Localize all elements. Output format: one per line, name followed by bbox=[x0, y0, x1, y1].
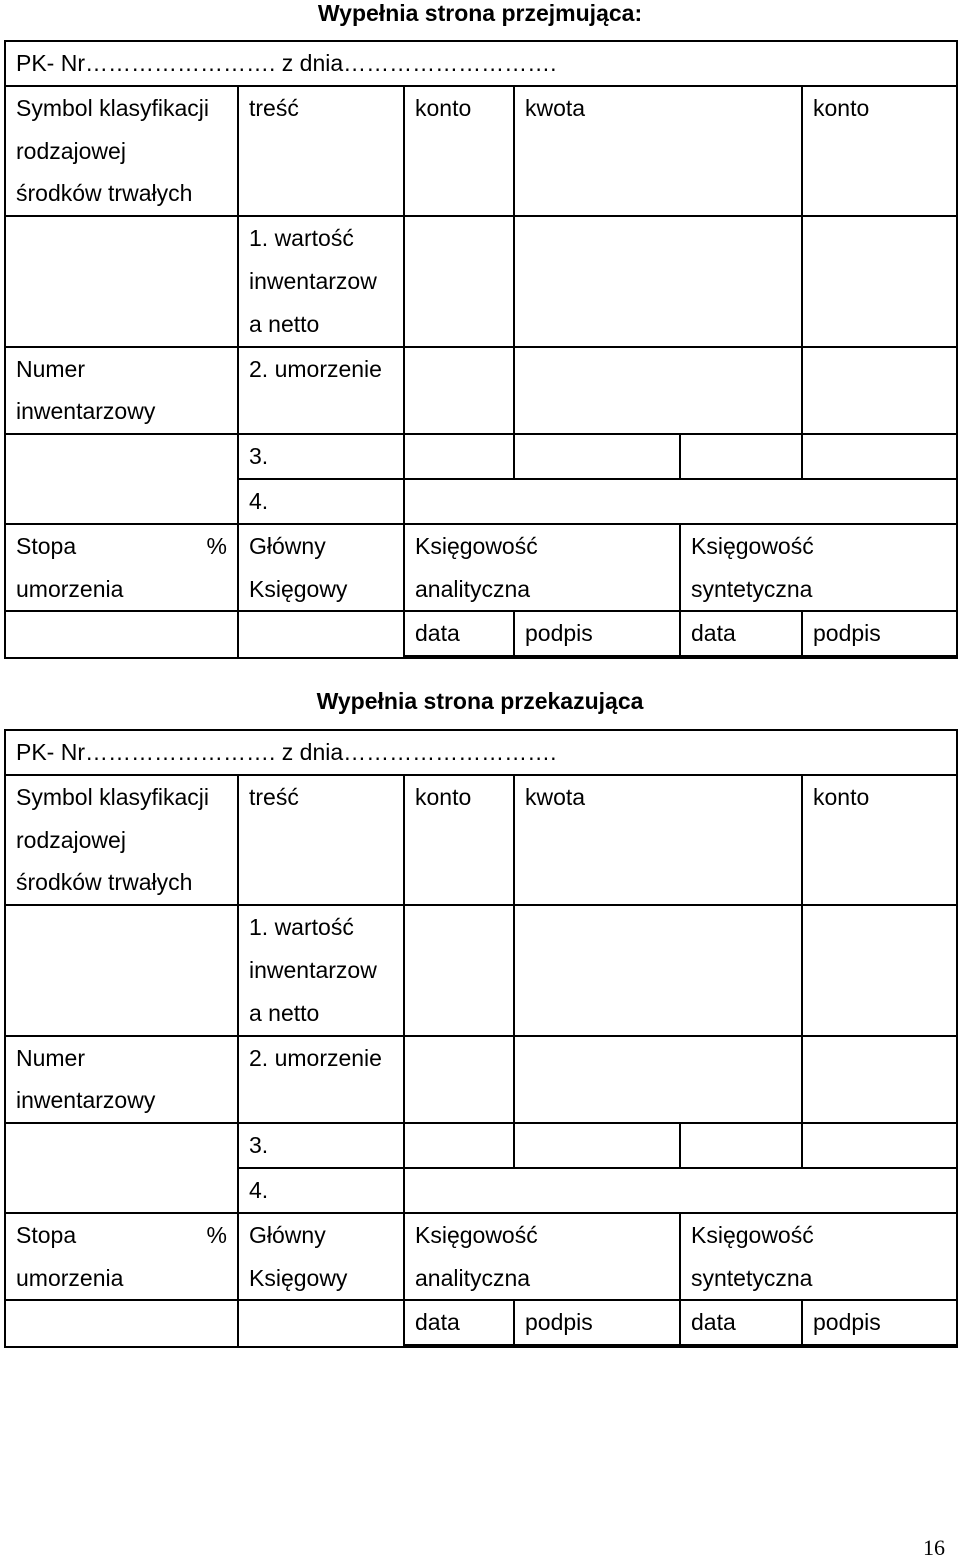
konto-cell[interactable] bbox=[802, 1036, 957, 1124]
data-label: data bbox=[404, 1300, 514, 1345]
header-kwota: kwota bbox=[514, 86, 802, 216]
glowny-label: Główny bbox=[249, 1221, 326, 1248]
symbol-value-cell[interactable] bbox=[5, 905, 238, 1035]
kwota-cell[interactable] bbox=[680, 1123, 802, 1168]
pk-number-date-field[interactable]: PK- Nr……………………. z dnia………………………. bbox=[5, 41, 957, 86]
empty-cell[interactable] bbox=[404, 479, 957, 524]
item-row-1 bbox=[5, 905, 957, 1035]
numer-label: Numer bbox=[16, 355, 86, 382]
podpis-value-cell[interactable] bbox=[514, 656, 680, 658]
numer-cell[interactable] bbox=[5, 1036, 238, 1124]
item-label: inwentarzow bbox=[249, 267, 377, 294]
header-symbol-label: Symbol klasyfikacji bbox=[16, 783, 209, 810]
empty-cell[interactable] bbox=[404, 1168, 957, 1213]
konto-cell[interactable] bbox=[404, 434, 514, 479]
signature-label-row bbox=[5, 611, 957, 656]
ksiegowosc-label: Księgowość bbox=[691, 532, 814, 559]
stopa-label: Stopa bbox=[16, 532, 77, 559]
data-value-cell[interactable] bbox=[680, 656, 802, 658]
pk-row bbox=[5, 41, 957, 86]
fixed-asset-form-table bbox=[4, 40, 958, 659]
percent-sign: % bbox=[206, 1221, 227, 1248]
konto-cell[interactable] bbox=[404, 1123, 514, 1168]
data-label: data bbox=[680, 1300, 802, 1345]
header-konto: konto bbox=[802, 775, 957, 905]
stopa-cell bbox=[5, 524, 238, 612]
syntetyczna-label: syntetyczna bbox=[691, 1264, 813, 1291]
item-row-1 bbox=[5, 216, 957, 346]
ksiegowy-label: Księgowy bbox=[249, 1264, 348, 1291]
podpis-label: podpis bbox=[802, 1300, 957, 1345]
pk-row bbox=[5, 730, 957, 775]
konto-cell[interactable] bbox=[802, 905, 957, 1035]
item-label: 4. bbox=[238, 1168, 404, 1213]
stopa-value-cell[interactable] bbox=[5, 611, 238, 658]
umorzenia-label: umorzenia bbox=[16, 575, 124, 602]
numer-value-cell[interactable] bbox=[5, 434, 238, 524]
header-kwota: kwota bbox=[514, 775, 802, 905]
numer-label: inwentarzowy bbox=[16, 398, 156, 425]
item-row-2 bbox=[5, 347, 957, 435]
header-konto: konto bbox=[404, 86, 514, 216]
item-label: 1. wartość bbox=[249, 225, 354, 252]
konto-cell[interactable] bbox=[404, 347, 514, 435]
signature-header-row bbox=[5, 524, 957, 612]
data-label: data bbox=[680, 611, 802, 656]
konto-cell[interactable] bbox=[802, 216, 957, 346]
signature-label-row bbox=[5, 1300, 957, 1345]
item-label-cell bbox=[238, 347, 404, 435]
podpis-value-cell[interactable] bbox=[802, 656, 957, 658]
numer-cell[interactable] bbox=[5, 347, 238, 435]
analityczna-label: analityczna bbox=[415, 1264, 531, 1291]
item-label: 2. umorzenie bbox=[249, 1044, 382, 1071]
konto-cell[interactable] bbox=[802, 1123, 957, 1168]
data-value-cell[interactable] bbox=[404, 1345, 514, 1347]
ksiegowosc-label: Księgowość bbox=[415, 532, 538, 559]
section-title: Wypełnia strona przekazująca bbox=[316, 688, 644, 714]
ksiegowosc-label: Księgowość bbox=[691, 1221, 814, 1248]
glowny-label: Główny bbox=[249, 532, 326, 559]
numer-label: inwentarzowy bbox=[16, 1087, 156, 1114]
kwota-cell[interactable] bbox=[514, 1123, 680, 1168]
item-label: 2. umorzenie bbox=[249, 355, 382, 382]
item-label: a netto bbox=[249, 999, 320, 1026]
item-label: a netto bbox=[249, 310, 320, 337]
kwota-cell[interactable] bbox=[514, 434, 680, 479]
percent-sign: % bbox=[206, 532, 227, 559]
umorzenia-label: umorzenia bbox=[16, 1264, 124, 1291]
item-label: 4. bbox=[238, 479, 404, 524]
item-label-cell bbox=[238, 216, 404, 346]
kwota-cell[interactable] bbox=[514, 216, 802, 346]
item-label-cell bbox=[238, 905, 404, 1035]
konto-cell[interactable] bbox=[802, 347, 957, 435]
ksiegowy-label: Księgowy bbox=[249, 575, 348, 602]
stopa-cell bbox=[5, 1213, 238, 1301]
item-label-cell bbox=[238, 1036, 404, 1124]
header-symbol-label: środków trwałych bbox=[16, 869, 193, 896]
header-symbol-label: środków trwałych bbox=[16, 180, 193, 207]
signature-header-row bbox=[5, 1213, 957, 1301]
fixed-asset-form-table bbox=[4, 729, 958, 1348]
kwota-cell[interactable] bbox=[514, 347, 802, 435]
podpis-label: podpis bbox=[514, 1300, 680, 1345]
header-konto: konto bbox=[404, 775, 514, 905]
header-symbol-label: Symbol klasyfikacji bbox=[16, 94, 209, 121]
konto-cell[interactable] bbox=[404, 216, 514, 346]
item-row-2 bbox=[5, 1036, 957, 1124]
ksiegowosc-label: Księgowość bbox=[415, 1221, 538, 1248]
glowny-ksiegowy-signature-cell[interactable] bbox=[238, 1300, 404, 1347]
stopa-value-cell[interactable] bbox=[5, 1300, 238, 1347]
podpis-value-cell[interactable] bbox=[514, 1345, 680, 1347]
item-label: 1. wartość bbox=[249, 914, 354, 941]
header-row bbox=[5, 775, 957, 905]
section-title: Wypełnia strona przejmująca: bbox=[317, 0, 643, 26]
konto-cell[interactable] bbox=[404, 905, 514, 1035]
syntetyczna-label: syntetyczna bbox=[691, 575, 813, 602]
glowny-ksiegowy-signature-cell[interactable] bbox=[238, 611, 404, 658]
item-row-3 bbox=[5, 434, 957, 479]
data-value-cell[interactable] bbox=[404, 656, 514, 658]
page-number: 16 bbox=[923, 1535, 945, 1560]
header-konto: konto bbox=[802, 86, 957, 216]
glowny-ksiegowy-cell bbox=[238, 524, 404, 612]
data-label: data bbox=[404, 611, 514, 656]
podpis-value-cell[interactable] bbox=[802, 1345, 957, 1347]
header-symbol-label: rodzajowej bbox=[16, 826, 126, 853]
data-value-cell[interactable] bbox=[680, 1345, 802, 1347]
stopa-label: Stopa bbox=[16, 1221, 77, 1248]
item-label: 3. bbox=[238, 1123, 404, 1168]
konto-cell[interactable] bbox=[802, 434, 957, 479]
numer-value-cell[interactable] bbox=[5, 1123, 238, 1213]
kwota-cell[interactable] bbox=[514, 905, 802, 1035]
header-tresc: treść bbox=[238, 86, 404, 216]
header-tresc: treść bbox=[238, 775, 404, 905]
numer-label: Numer bbox=[16, 1044, 86, 1071]
header-symbol-cell bbox=[5, 86, 238, 216]
ksiegowosc-syntetyczna-cell bbox=[680, 524, 957, 612]
glowny-ksiegowy-cell bbox=[238, 1213, 404, 1301]
item-row-3 bbox=[5, 1123, 957, 1168]
symbol-value-cell[interactable] bbox=[5, 216, 238, 346]
kwota-cell[interactable] bbox=[680, 434, 802, 479]
konto-cell[interactable] bbox=[404, 1036, 514, 1124]
ksiegowosc-analityczna-cell bbox=[404, 524, 680, 612]
kwota-cell[interactable] bbox=[514, 1036, 802, 1124]
header-symbol-cell bbox=[5, 775, 238, 905]
podpis-label: podpis bbox=[514, 611, 680, 656]
pk-number-date-field[interactable]: PK- Nr……………………. z dnia………………………. bbox=[5, 730, 957, 775]
header-row bbox=[5, 86, 957, 216]
header-symbol-label: rodzajowej bbox=[16, 137, 126, 164]
podpis-label: podpis bbox=[802, 611, 957, 656]
item-label: inwentarzow bbox=[249, 956, 377, 983]
analityczna-label: analityczna bbox=[415, 575, 531, 602]
ksiegowosc-analityczna-cell bbox=[404, 1213, 680, 1301]
item-label: 3. bbox=[238, 434, 404, 479]
ksiegowosc-syntetyczna-cell bbox=[680, 1213, 957, 1301]
